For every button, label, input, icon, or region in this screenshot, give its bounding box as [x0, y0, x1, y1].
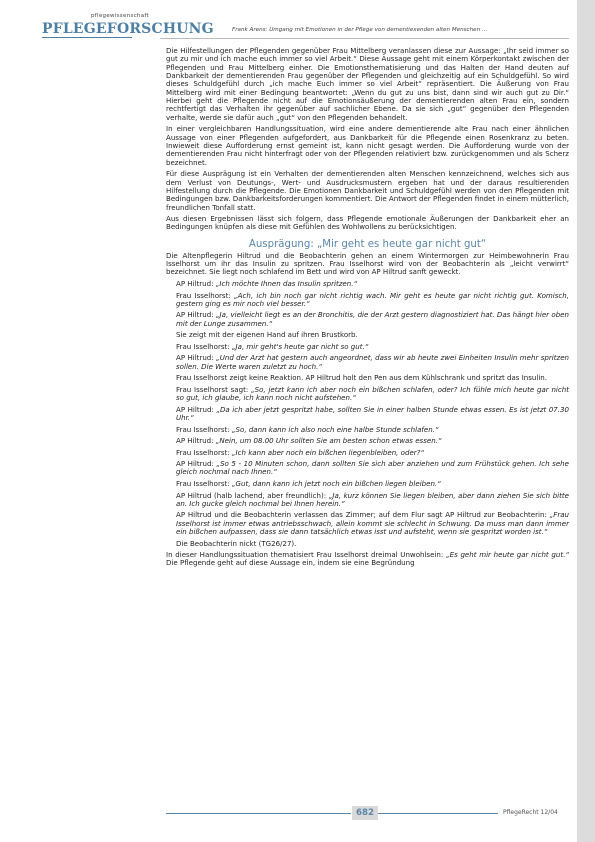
dialogue-line: Frau Isselhorst: „Ja, mir geht's heute gar nicht so gut.“ — [176, 341, 369, 351]
footer-rule-right — [378, 813, 498, 814]
dialogue-line: AP Hiltrud: „Ich möchte Ihnen das Insulin spritzen.“ — [176, 279, 358, 288]
intro-paragraph: Die Altenpflegerin Hiltrud und die Beobachterin gehen an einem Wintermorgen zur Heimbewohnerin Frau Isselhorst um ihr das Insulin zu spritzen. Frau Isselhorst wird von der Beobachterin als „leicht verwirrt“ bezeichnet. Sie liegt noch schlafend im Bett und wird von AP Hiltrud sanft geweckt. — [166, 250, 569, 277]
dialogue-line: AP Hiltrud: „So 5 - 10 Minuten schon, dann sollten Sie sich aber anziehen und zum Frühstück gehen. Ich sehe gleich nochmal nach Ihnen.“ — [176, 459, 569, 477]
dialogue-line: Frau Isselhorst: „Ich kann aber noch ein bißchen liegenbleiben, oder?“ — [176, 447, 425, 457]
dialogue-line: Frau Isselhorst: „Ach, ich bin noch gar nicht richtig wach. Mir geht es heute gar nicht richtig gut. Komisch, gestern ging es mir noch viel besser.“ — [176, 290, 570, 308]
dialogue-line: Sie zeigt mit der eigenen Hand auf ihren Brustkorb. — [176, 330, 358, 340]
issue-label: PflegeRecht 12/04 — [503, 809, 558, 816]
dialogue-line: Frau Isselhorst zeigt keine Reaktion. AP Hiltrud holt den Pen aus dem Kühlschrank und spritzt das Insulin. — [176, 373, 548, 383]
paragraph: Für diese Ausprägung ist ein Verhalten der dementierenden alten Menschen kennzeichnend, welches sich aus dem Verlust von Deutungs-, Wert- und Ausdrucksmustern ergeben hat und der daraus resultierenden Hilfestellung durch die Pflegende. Die Emotionen Dankbarkeit und Schuldgefühl werden von den Pflegenden mit Bedingungen bzw. Dankbarkeitsforderungen kommentiert. Die Antwort der Pflegenden findet in einem mütterlich, freundlichen Tonfall statt. — [166, 169, 569, 212]
dialogue-line: Die Beobachterin nickt (TG26/27). — [176, 538, 297, 548]
running-head: Frank Arens: Umgang mit Emotionen in der Pflege von dementiexenden alten Menschen … — [232, 27, 488, 33]
page-footer — [0, 806, 595, 820]
header-rule — [160, 38, 569, 39]
paragraph: Die Hilfestellungen der Pflegenden gegenüber Frau Mittelberg veranlassen diese zur Aussage: „Ihr seid immer so gut zu mir und ich mache euch immer so viel Arbeit.“ Diese Aussage geht mit einem Körperkontakt zwischen der Pflegenden und Frau Mittelberg einher. Die Emotionsthematisierung und das Halten der Hand deuten auf Dankbarkeit der dementierenden Frau gegenüber der Pflegenden und gleichzeitig auf ein Schuldgefühl. So wird dieses Schuldgefühl durch „ich mache Euch immer so viel Arbeit“ repräsentiert. Die Äußerung von Frau Mittelberg wird mit einer Bedingung beantwortet: „Wenn du gut zu uns bist, dann sind wir auch gut zu Dir.“ Hierbei geht die Pflegende nicht auf die Emotionsäußerung der dementierenden alten Frau ein, sondern rechtfertigt das Verhalten ihr gegenüber auf sachlicher Ebene. Da sie sich „gut“ gegenüber den Pflegenden verhalte, werde sie dafür auch „gut“ von den Pflegenden behandelt. — [166, 46, 569, 122]
paragraph: In einer vergleichbaren Handlungssituation, wird eine andere dementierende alte Frau nach einer ähnlichen Aussage von einer Pflegenden aufgefordert, aus Dankbarkeit für die Pflegende einen Rosenkranz zu beten. Inwieweit diese Aufforderung ernst gemeint ist, kann nicht gesagt werden. Die Aufforderung wurde von der dementierenden Frau nicht hinterfragt oder von der Pflegenden relativiert bzw. zurückgenommen und als Scherz bezeichnet. — [166, 124, 569, 167]
page-number: 682 — [352, 806, 378, 820]
section-heading: Ausprägung: „Mir geht es heute gar nicht gut“ — [248, 238, 487, 250]
dialogue-line: AP Hiltrud (halb lachend, aber freundlich): „Ja, kurz können Sie liegen bleiben, aber dann ziehen Sie sich bitte an. Ich gucke gleich nochmal bei Ihnen herein.“ — [176, 490, 570, 508]
dialogue-line: AP Hiltrud: „Ja, vielleicht liegt es an der Bronchitis, die der Arzt gestern diagnostiziert hat. Das hängt hier oben mit der Lunge zusammen.“ — [176, 310, 569, 328]
paragraph: Aus diesen Ergebnissen lässt sich folgern, dass Pflegende emotionale Äußerungen der Dankbarkeit eher an Bedingungen knüpfen als diese mit Gefühlen des Wohlwollens zu berücksichtigen. — [166, 214, 569, 232]
dialogue-line: Frau Isselhorst sagt: „So, jetzt kann ich aber noch ein bißchen schlafen, oder? Ich fühle mich heute gar nicht so gut, ich glaube, ich kann noch nicht aufstehen.“ — [176, 384, 569, 403]
footer-rule-left — [166, 813, 351, 814]
dialogue-line: Frau Isselhorst: „Gut, dann kann ich jetzt noch ein bißchen liegen bleiben.“ — [176, 478, 441, 488]
article-body — [166, 47, 569, 571]
dialogue-line: AP Hiltrud: „Und der Arzt hat gestern auch angeordnet, dass wir ab heute zwei Einheiten Insulin mehr spritzen sollen. Die Werte waren zuletzt zu hoch.“ — [176, 353, 569, 371]
logo-eyebrow: pflegewissenschaft — [91, 13, 149, 19]
journal-logo — [42, 13, 214, 37]
side-band — [577, 0, 595, 842]
dialogue-line: AP Hiltrud: „Da ich aber jetzt gespritzt habe, sollten Sie in einer halben Stunde etwas essen. Es ist jetzt 07.30 Uhr.“ — [176, 404, 569, 422]
dialogue-line: AP Hiltrud und die Beobachterin verlassen das Zimmer; auf dem Flur sagt AP Hiltrud zur Beobachterin: „Frau Isselhorst ist immer etwas antriebsschwach, allein kommt sie schlecht in Schwung. Da muss man dann immer ein bißchen aufpassen, dass sie dann tatsächlich etwas isst und aufsteht, wenn sie gespritzt worden ist.“ — [176, 510, 569, 537]
logo-underline — [42, 37, 132, 38]
logo-text: PFLEGEFORSCHUNG — [42, 21, 214, 37]
dialogue-line: Frau Isselhorst: „So, dann kann ich also noch eine halbe Stunde schlafen.“ — [176, 424, 439, 434]
closing-paragraph: In dieser Handlungssituation thematisiert Frau Isselhorst dreimal Unwohlsein: „Es geht mir heute gar nicht gut.“ Die Pflegende geht auf diese Aussage ein, indem sie eine Begründung — [166, 550, 569, 568]
dialogue-line: AP Hiltrud: „Nein, um 08.00 Uhr sollten Sie am besten schon etwas essen.“ — [176, 436, 442, 446]
page-header — [0, 0, 595, 46]
